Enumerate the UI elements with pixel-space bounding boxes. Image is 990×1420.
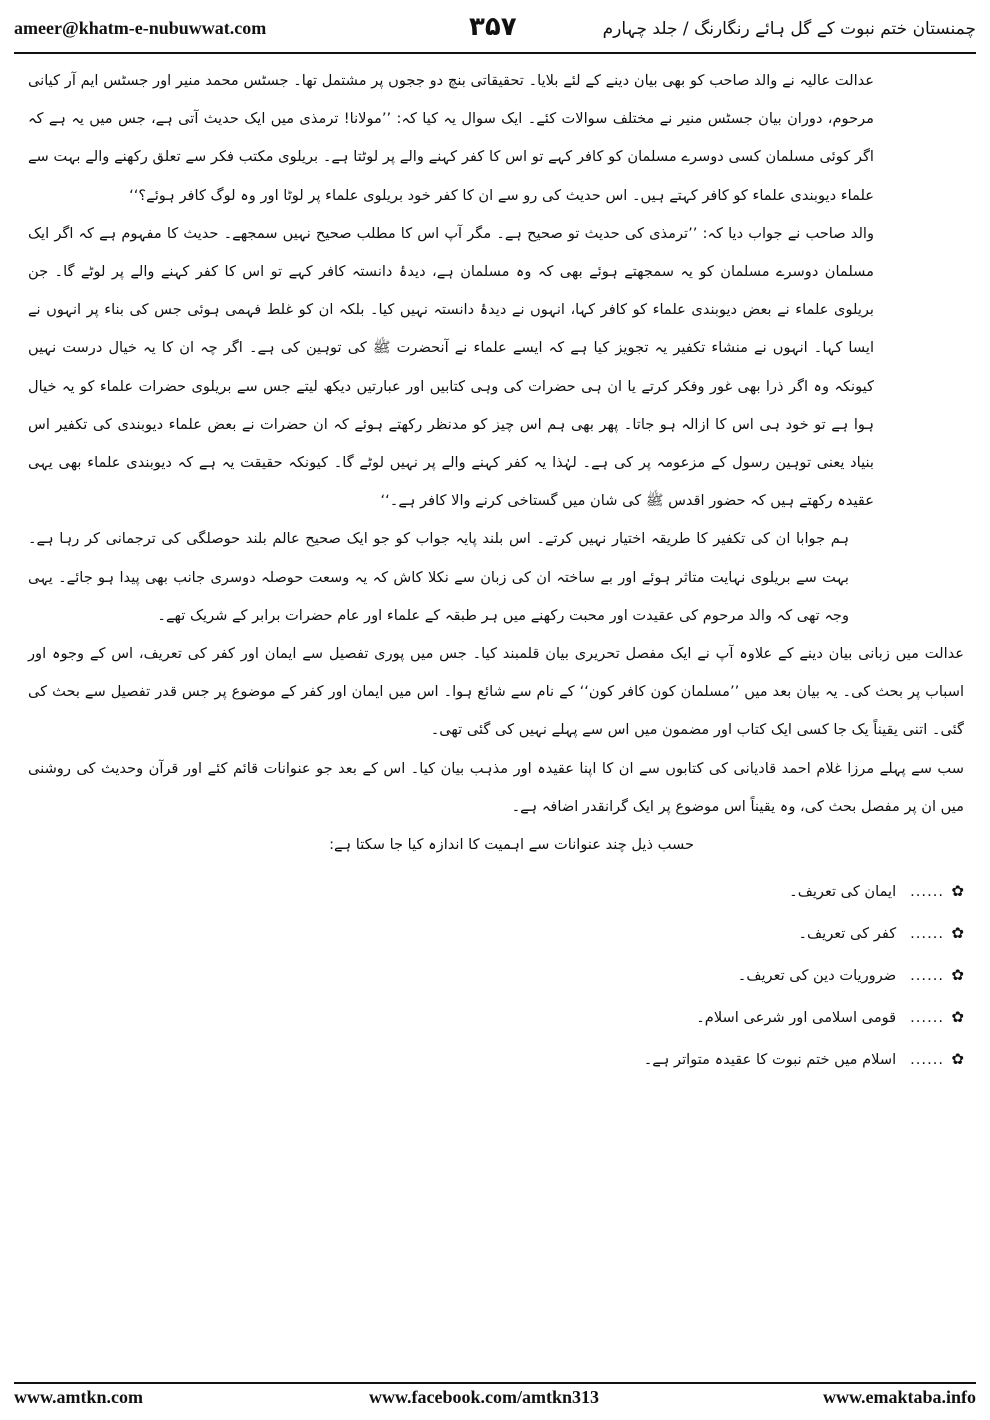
header-email: ameer@khatm-e-nubuwwat.com <box>14 18 267 38</box>
paragraph-headings-intro: حسب ذیل چند عنوانات سے اہمیت کا اندازہ کیا جا سکتا ہے: <box>329 836 694 854</box>
page-header <box>14 12 976 52</box>
heading-text: ضروریات دین کی تعریف۔ <box>737 967 897 985</box>
footer-rule <box>14 1382 976 1384</box>
page-number: ۳۵۷ <box>469 12 517 42</box>
footer-link-amtkn[interactable]: www.amtkn.com <box>14 1387 143 1407</box>
footer-link-facebook[interactable]: www.facebook.com/amtkn313 <box>369 1387 599 1407</box>
paragraph-mirza-beliefs: سب سے پہلے مرزا غلام احمد قادیانی کی کتابوں سے ان کا اپنا عقیدہ اور مذہب بیان کیا۔ اس کے بعد جو عنوانات قائم کئے اور قرآن وحدیث کی روشنی میں ان پر مفصل بحث کی، وہ یقیناً اس موضوع پر ایک گرانقدر اضافہ ہے۔ <box>28 759 964 815</box>
leader-dots: ...... <box>910 925 944 943</box>
footer-link-emaktaba[interactable]: www.emaktaba.info <box>822 1387 976 1407</box>
list-item <box>28 996 964 1038</box>
page-body <box>28 62 964 1080</box>
paragraph-response: ہم جوابا ان کی تکفیر کا طریقہ اختیار نہیں کرتے۔ اس بلند پایہ جواب کو جو ایک صحیح عالم بلند حوصلگی کی ترجمانی کر رہا ہے۔ بہت سے بریلوی نہایت متاثر ہوئے اور بے ساختہ ان کی زبان سے نکلا کاش کہ یہ وسعت حوصلہ دوسری جانب بھی پیدا ہو جائے۔ یہی وجہ تھی کہ والد مرحوم کی عقیدت اور محبت رکھنے میں ہر طبقہ کے علماء اور عام حضرات برابر کے شریک تھے۔ <box>28 530 849 624</box>
heading-text: قومی اسلامی اور شرعی اسلام۔ <box>696 1009 897 1027</box>
heading-text: کفر کی تعریف۔ <box>798 925 897 943</box>
flower-bullet-icon: ✿ <box>951 882 964 901</box>
list-item <box>28 1038 964 1080</box>
flower-bullet-icon: ✿ <box>951 966 964 985</box>
heading-text: اسلام میں ختم نبوت کا عقیدہ متواتر ہے۔ <box>643 1051 897 1069</box>
leader-dots: ...... <box>910 1051 944 1069</box>
list-item <box>28 870 964 912</box>
leader-dots: ...... <box>910 967 944 985</box>
page-footer <box>14 1387 976 1411</box>
list-item <box>28 954 964 996</box>
list-item <box>28 912 964 954</box>
flower-bullet-icon: ✿ <box>951 1050 964 1069</box>
header-rule <box>14 52 976 54</box>
flower-bullet-icon: ✿ <box>951 924 964 943</box>
book-title: چمنستان ختم نبوت کے گل ہائے رنگارنگ / جلد چہارم <box>602 19 976 39</box>
paragraph-father-answer: والد صاحب نے جواب دیا کہ: ’’ترمذی کی حدیث تو صحیح ہے۔ مگر آپ اس کا مطلب صحیح نہیں سمجھے۔ حدیث کا مفہوم ہے کہ اگر ایک مسلمان دوسرے مسلمان کو یہ سمجھتے ہوئے بھی کہ وہ مسلمان ہے، دیدۂ دانستہ کافر کہے تو اس کا کفر کہنے والے پر لوٹے گا۔ جن بریلوی علماء نے بعض دیوبندی علماء کو کافر کہا، انہوں نے دیدۂ دانستہ نہیں کیا۔ بلکہ ان کو غلط فہمی ہوئی جس کی بناء پر انہوں نے ایسا کہا۔ انہوں نے منشاء تکفیر یہ تجویز کیا ہے کہ ایسے علماء نے آنحضرت ﷺ کی توہین کی ہے۔ اگر چہ ان کا یہ خیال درست نہیں کیونکہ وہ اگر ذرا بھی غور وفکر کرتے یا ان ہی حضرات کی وہی کتابیں اور عبارتیں دیکھ لیتے جس سے بریلوی حضرات علماء کو یہ خیال ہوا ہے تو خود ہی اس کا ازالہ ہو جاتا۔ پھر بھی ہم اس چیز کو مدنظر رکھتے ہوئے کہ ان حضرات نے بعض علماء دیوبندی کی تکفیر اس بنیاد یعنی توہین رسول کے مزعومہ پر کی ہے۔ لہٰذا یہ کفر کہنے والے پر نہیں لوٹے گا۔ کیونکہ حقیقت یہ ہے کہ دیوبندی علماء بھی یہی عقیدہ رکھتے ہیں کہ حضور اقدس ﷺ کی شان میں گستاخی کرنے والا کافر ہے۔‘‘ <box>28 224 874 510</box>
leader-dots: ...... <box>910 1009 944 1027</box>
heading-text: ایمان کی تعریف۔ <box>789 883 897 901</box>
headings-list <box>28 870 964 1080</box>
flower-bullet-icon: ✿ <box>951 1008 964 1027</box>
paragraph-court-question: عدالت عالیہ نے والد صاحب کو بھی بیان دینے کے لئے بلایا۔ تحقیقاتی بنچ دو ججوں پر مشتمل تھا۔ جسٹس محمد منیر اور جسٹس ایم آر کیانی مرحوم، دوران بیان جسٹس منیر نے مختلف سوالات کئے۔ ایک سوال یہ کیا کہ: ’’مولانا! ترمذی میں ایک حدیث آتی ہے، جس میں یہ ہے کہ اگر کوئی مسلمان کسی دوسرے مسلمان کو کافر کہے تو اس کا کفر کہنے والے پر لوٹتا ہے۔ بریلوی مکتب فکر سے تعلق رکھنے والے بہت سے علماء دیوبندی علماء کو کافر کہتے ہیں۔ اس حدیث کی رو سے ان کا کفر خود بریلوی علماء پر لوٹا اور وہ لوگ کافر ہوئے؟‘‘ <box>28 72 874 204</box>
leader-dots: ...... <box>910 883 944 901</box>
paragraph-written-statement: عدالت میں زبانی بیان دینے کے علاوہ آپ نے ایک مفصل تحریری بیان قلمبند کیا۔ جس میں پوری تفصیل سے ایمان اور کفر کی تعریف، اس کے وجوہ اور اسباب پر بحث کی۔ یہ بیان بعد میں ’’مسلمان کون کافر کون‘‘ کے نام سے شائع ہوا۔ اس میں ایمان اور کفر کے موضوع پر جس قدر تفصیل سے بحث کی گئی۔ اتنی یقیناً یک جا کسی ایک کتاب اور مضمون میں اس سے پہلے نہیں کی گئی تھی۔ <box>28 645 964 739</box>
